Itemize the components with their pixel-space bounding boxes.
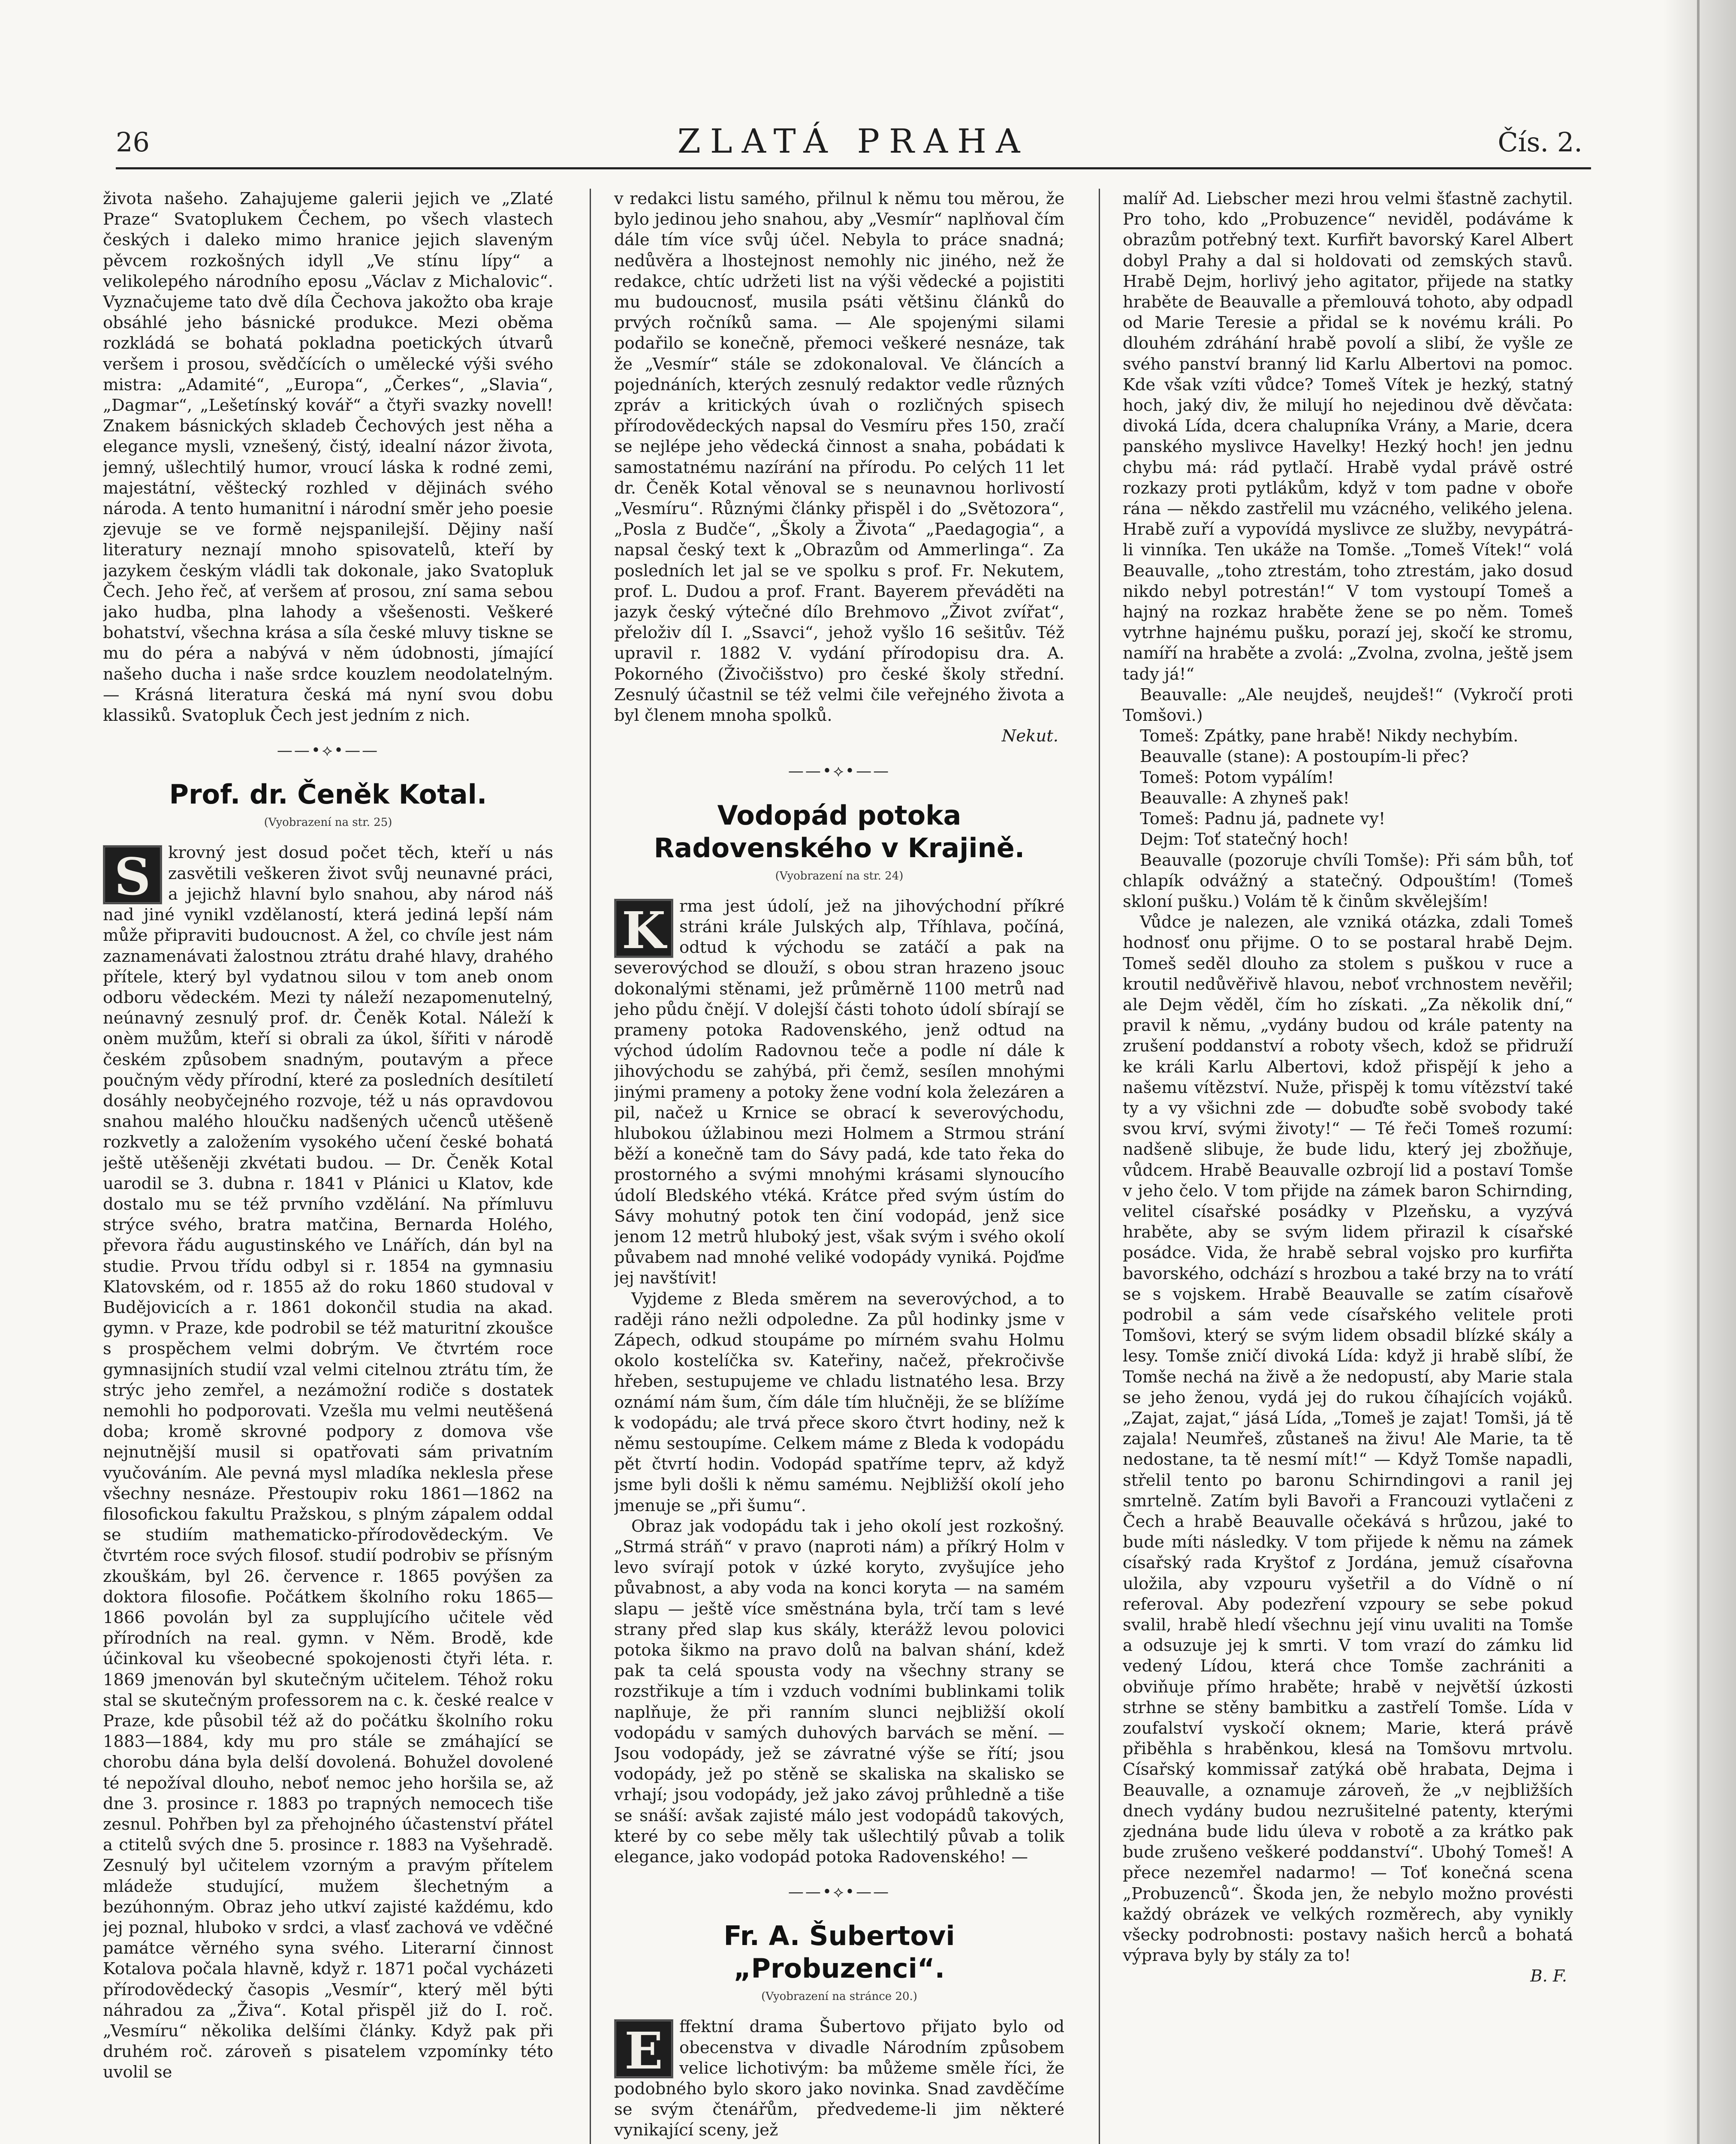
waterfall-caption: (Vyobrazení na str. 24)	[775, 869, 904, 882]
waterfall-article-body	[614, 896, 1064, 1289]
waterfall-body-text: rma jest údolí, jež na jihovýchodní příkré stráni krále Julských alp, Tříhlava, počíná, odtud k východu se zatáčí a pak na severovýchod se dlouží, s obou stran hrazeno jsouc dokonalými stěnami, jež průměrně 1100 metrů nad jeho půdu čnějí. V dolejší části tohoto údolí sbírají se prameny potoka Radovenského, jenž odtud na východ údolím Radovnou teče a podle ní dále k jihovýchodu se zahýbá, při čemž, sesílen mnohými jinými prameny a potoky žene vodní kola železáren a pil, načež u Krnice se obrací k severovýchodu, hlubokou úžlabinou mezi Holmem a Strmou strání běží a konečně tam do Sávy padá, kde tato řeka do prostorného a svými mnohými krásami slynoucího údolí Bledského vtéká. Krátce před svým ústím do Sávy mohutný potok ten činí vodopád, jenž sice jenom 12 metrů hluboký jest, však svým i svého okolí půvabem nad mnohé veliké vodopády vyniká. Pojďme jej navštívit!	[614, 896, 1064, 1288]
kotal-body-text: krovný jest dosud počet těch, kteří u nás zasvětili veškeren život svůj neunavné práci, a jejichž hlavní bylo snahou, aby národ náš nad jiné vynikl vzdělaností, která jediná lepší nám může připraviti budoucnost. A žel, co chvíle jest nám zaznamenávati žalostnou ztrátu drahé hlavy, drahého přítele, který byl vydatnou silou v tom aneb onom odboru vědeckém. Mezi ty náleží nezapomenutelný, neúnavný zesnulý prof. dr. Čeněk Kotal. Náleží k onèm mužům, kteří si obrali za úkol, šířiti v národě českém způsobem snadným, poutavým a přece poučným vědy přírodní, které za posledních desítiletí dosáhly neobyčejného rozvoje, též u nás opravdovou snahou malého hloučku nadšených učenců utěšeně rozkvetly a založením vysokého učení české bohatá ještě utěšeněji zkvétati budou. — Dr. Čeněk Kotal uarodil se 3. dubna r. 1841 v Plánici u Klatov, kde dostalo mu se též prvního vzdělání. Na přímluvu strýce svého, bratra matčina, Bernarda Holého, převora řádu augustinského ve Lnářích, dán byl na studie. Prvou třídu odbyl si r. 1854 na gymnasiu Klatovském, od r. 1855 až do roku 1860 studoval v Budějovicích a r. 1861 dokončil studia na akad. gymn. v Praze, kde podrobil se též maturitní zkoušce s prospěchem velmi dobrým. Ve čtvrtém roce gymnasijních studií vzal velmi citelnou ztrátu tím, že strýc jeho zemřel, a nezámožní rodiče s dostatek nemohli ho podporovati. Vzešla mu velmi neutěšená doba; kromě skrovné podpory z domova vše nejnutnější musil si opatřovati sám privatním vyučováním. Ale pevná mysl mladíka neklesla přese všechny nesnáze. Přestoupiv roku 1861—1862 na filosofickou fakultu Pražskou, s plným zápalem oddal se studiím mathematicko-přírodovědeckým. Ve čtvrtém roce svých filosof. studií podrobiv se přísným zkouškám, byl 26. července r. 1865 povýšen za doktora filosofie. Počátkem školního roku 1865—1866 povolán byl za supplujícího učitele věd přírodních na real. gymn. v Něm. Brodě, kde účinkoval ku všeobecné spokojenosti čtyři léta. r. 1869 jmenován byl skutečným učitelem. Téhož roku stal se skutečným professorem na c. k. české realce v Praze, kde působil též až do počátku školního roku 1883—1884, kdy mu pro stále se zmáhající se chorobu dána byla delší dovolená. Bohužel dovolené té nepožíval dlouho, neboť nemoc jeho horšila se, až dne 3. prosince r. 1883 po trapných nemocech tiše zesnul. Pohřben byl za přehojného účastenství přátel a ctitelů svých dne 5. prosince r. 1883 na Vyšehradě. Zesnulý byl učitelem vzorným a pravým přítelem mládeže studující, mužem šlechetným a bezúhonným. Obraz jeho utkví zajisté každému, kdo jej poznal, hluboko v srdci, a vlasť zachová ve vděčné památce věrného syna svého. Literarní činnost Kotalova počala hlavně, když r. 1871 počal vycházeti přírodovědecký časopis „Vesmír“, který měl býti náhradou za „Živa“. Kotal přispěl již do I. roč. „Vesmíru“ několika delšími články. Když pak při druhém roč. zároveň s pisatelem vzpomínky této uvolil se	[103, 843, 553, 2082]
header-rule	[116, 167, 1591, 169]
dialog-line: Beauvalle (stane): A postoupím-li přec?	[1140, 747, 1469, 767]
section-ornament: ——•⟡•——	[788, 1883, 891, 1901]
kotal-article-body	[103, 843, 553, 2083]
page-edge-line	[1697, 0, 1700, 2144]
running-title: ZLATÁ PRAHA	[677, 122, 1030, 161]
dialog-line: Tomeš: Potom vypálím!	[1140, 768, 1334, 787]
dropcap-initial: S	[103, 845, 162, 904]
kotal-signature: Nekut.	[1001, 726, 1058, 746]
kotal-article-continuation: v redakci listu samého, přilnul k němu tou měrou, že bylo jedinou jeho snahou, aby „Vesmír“ naplňoval čím dále tím více svůj účel. Nebyla to práce snadná; nedůvěra a lhostejnost nemohly nic jiného, než že redakce, chtíc udržeti list na výši vědecké a pojistiti mu budoucnosť, musila psáti většinu článků do prvých ročníků sama. — Ale spojenými silami podařilo se konečně, přemoci veškeré nesnáze, tak že „Vesmír“ stále se zdokonaloval. Ve článcích a pojednáních, kterých zesnulý redaktor vedle různých zpráv a kritických úvah o rozličných spisech přírodovědeckých napsal do Vesmíru přes 150, zračí se nejlépe jeho vědecká činnost a snaha, pobádati k samostatnému nazírání na přírodu. Po celých 11 let dr. Čeněk Kotal věnoval se s neunavnou horlivostí „Vesmíru“. Různými články přispěl i do „Světozora“, „Posla z Budče“, „Školy a Života“ „Paedagogia“, a napsal český text k „Obrazům od Ammerlinga“. Za posledních let jal se ve spolku s prof. Fr. Nekutem, prof. L. Dudou a prof. Frant. Bayerem převáděti na jazyk český výtečné dílo Brehmovo „Život zvířat“, přeloživ díl I. „Ssavci“, jehož vyšlo 16 sešitův. Též upravil r. 1882 V. vydání přírodopisu dra. A. Pokorného (Živočišstvo) pro české školy střední. Zesnulý účastnil se též velmi čile veřejného života a byl členem mnoha spolků.	[614, 189, 1064, 726]
page-edge-shadow	[1663, 0, 1736, 2144]
column-3	[1123, 189, 1573, 2144]
probuzenci-continuation: malíř Ad. Liebscher mezi hrou velmi šťastně zachytil. Pro toho, kdo „Probuzence“ neviděl, podáváme k obrazům potřebný text. Kurfiřt bavorský Karel Albert dobyl Prahy a dal si holdovati od zemských stavů. Hrabě Dejm, horlivý jeho agitator, přijede na statky hraběte de Beauvalle a přemlouvá tohoto, aby odpadl od Marie Teresie a přidal se k novému králi. Po dlouhém zdráhání hrabě povolí a slibí, že vyšle ze svého panství branný lid Karlu Albertovi na pomoc. Kde však vzíti vůdce? Tomeš Vítek je hezký, statný hoch, jaký div, že milují ho nejedinou dvě děvčata: divoká Lída, dcera chalupníka Vrány, a Marie, dcera panského myslivce Havelky! Hezký hoch! jen jednu chybu má: rád pytlačí. Hrabě vydal právě ostré rozkazy proti pytlákům, když v tom padne v oboře rána — někdo zastřelil mu vzácného, velikého jelena. Hrabě zuří a vypovídá myslivce ze služby, nevypátrá-li vinníka. Ten ukáže na Tomše. „Tomeš Vítek!“ volá Beauvalle, „toho ztrestám, toho ztrestám, jako dosud nikdo nebyl potrestán!“ V tom vystoupí Tomeš a hajný na rozkaz hraběte žene se po něm. Tomeš vytrhne hajnému pušku, porazí jej, skočí ke stromu, namíří na hraběte a zvolá: „Zvolna, zvolna, ještě jsem tady já!“	[1123, 189, 1573, 684]
column-divider-1	[590, 189, 591, 2144]
page-number: 26	[116, 126, 150, 158]
waterfall-paragraph: Vyjdeme z Bleda směrem na severovýchod, a to raději ráno nežli odpoledne. Za půl hodinky jsme v Zápech, odkud stoupáme po mírném svahu Holmu okolo kostelíčka sv. Kateřiny, načež, překročivše hřeben, sestupujeme ve chladu listnatého lesa. Brzy oznámí nám šum, čím dále tím hlučněji, že se blížíme k vodopádu; ale trvá přece skoro čtvrt hodiny, než k němu sestoupíme. Celkem máme z Bleda k vodopádu pět čtvrtí hodin. Vodopád spatříme teprv, až když jsme byli došli k němu samému. Nejbližší okolí jeho jmenuje se „při šumu“.	[614, 1289, 1064, 1515]
column-1	[103, 189, 553, 2144]
kotal-caption: (Vyobrazení na str. 25)	[264, 816, 392, 829]
probuzenci-article-title: Fr. A. Šubertovi „Probuzenci“.	[723, 1920, 955, 1984]
issue-number: Čís. 2.	[1498, 126, 1582, 158]
kotal-article-title: Prof. dr. Čeněk Kotal.	[169, 779, 487, 810]
probuzenci-paragraph: Vůdce je nalezen, ale vzniká otázka, zdali Tomeš hodnosť onu přijme. O to se postaral hrabě Dejm. Tomeš seděl dlouho za stolem s puškou v ruce a kroutil nedůvěřivě hlavou, neboť vrchnostem nevěřil; ale Dejm věděl, čím ho získati. „Za několik dní,“ pravil k němu, „vydány budou od krále patenty na zrušení poddanství a roboty všech, kdož se přidruží ke králi Karlu Albertovi, kdož přispějí k jeho a našemu vítězství. Nuže, přispěj k tomu vítězství také ty a vy všichni zde — dobuďte sobě svobody také svou krví, svými životy!“ — Té řeči Tomeš rozumí: nadšeně slibuje, že bude lidu, který jej zbožňuje, vůdcem. Hrabě Beauvalle ozbrojí lid a postaví Tomše v jeho čelo. V tom přijde na zámek baron Schirnding, velitel císařské posádky v Plzeňsku, a vyzývá hraběte, aby se svým lidem přirazil k císařské posádce. Vida, že hrabě sebral vojsko pro kurfiřta bavorského, odchází s hrozbou a také brzy na to vrátí se s vojskem. Hrabě Beauvalle se zatím císařově podrobil a sám vede císařského velitele proti Tomšovi, který se svým lidem obsadil blízké skály a lesy. Tomše zničí divoká Lída: když ji hrabě slíbí, že Tomše nechá na živě a že nedopustí, aby Marie stala se jeho ženou, vydá jej do rukou číhajících vojáků. „Zajat, zajat,“ jásá Lída, „Tomeš je zajat! Tomši, já tě zajala! Neumřeš, zůstaneš na živu! Ale Marie, ta tě nedostane, ta tě nesmí mít!“ — Když Tomše napadli, střelil tento po baronu Schirndingovi a ranil jej smrtelně. Zatím byli Bavoři a Francouzi vytlačeni z Čech a hrabě Beauvalle očekává s hrůzou, jaké to bude míti následky. V tom přijede k němu na zámek císařský rada Kryštof z Jordána, jemuž císařovna uložila, aby vzpouru vyšetřil a do Vídně o ní referoval. Aby podezření vzpoury se sebe pokud svalil, hrabě hledí všechnu její vinu uvaliti na Tomše a odsuzuje jej k smrti. V tom vrazí do zámku lid vedený Lídou, která chce Tomše zachrániti a obviňuje přímo hraběte; hrabě v největší úzkosti strhne se stěny bambitku a zastřelí Tomše. Lída v zoufalství vyskočí oknem; Marie, která právě přiběhla s hraběnkou, klesá na Tomšovu mrtvolu. Císařský kommissař zatýká obě hrabata, Dejma i Beauvalle, a oznamuje zároveň, že „v nejbližších dnech vydány budou nezrušitelné patenty, kterými zjednána bude lidu úleva v robotě a za krátko pak bude zrušeno veškeré poddanství“. Ubohý Tomeš! A přece nezemřel nadarmo! — Toť konečná scena „Probuzenců“. Škoda jen, že nebylo možno provésti každý obrázek ve velkých rozměrech, aby vynikly všecky podrobnosti: postavy našich herců a bohatá výprava byly by stály za to!	[1123, 912, 1573, 1966]
dialog-line: Tomeš: Padnu já, padnete vy!	[1140, 809, 1386, 829]
dropcap-initial: K	[614, 899, 673, 958]
waterfall-article-title: Vodopád potoka Radovenského v Krajině.	[654, 799, 1025, 864]
probuzenci-body-text: ffektní drama Šubertovo přijato bylo od obecenstva v divadle Národním způsobem velice lichotivým: ba můžeme směle říci, že podobného bylo skoro jako novinka. Snad zavděčíme se svým čtenářům, předvedeme-li jim některé vynikající sceny, jež	[614, 2017, 1064, 2140]
probuzenci-article-body	[614, 2017, 1064, 2141]
dialog-line: Beauvalle: A zhyneš pak!	[1140, 788, 1350, 808]
dropcap-initial: E	[614, 2019, 673, 2078]
probuzenci-signature: B. F.	[1530, 1966, 1567, 1986]
dialog-line: Tomeš: Zpátky, pane hrabě! Nikdy nechybím.	[1140, 726, 1519, 746]
waterfall-paragraph: Obraz jak vodopádu tak i jeho okolí jest rozkošný. „Strmá stráň“ v pravo (naproti nám) a příkrý Holm v levo svírají potok v úzké koryto, zvyšujíce jeho půvabnost, a aby voda na konci koryta — na samém slapu — ještě více směstnána byla, trčí tam s levé strany před slap kus skály, kterážž levou polovici potoka šikmo na pravo dolů na balvan shání, kdež pak ta celá spousta vody na všechny strany se rozstřikuje a tím i vzduch vodními bublinkami tolik naplňuje, že při ranním slunci nejbližší okolí vodopádu v samých duhových barvách se mění. — Jsou vodopády, jež se závratné výše se řítí; jsou vodopády, jež po stěně se skaliska na skalisko se vrhají; jsou vodopády, jež jako závoj průhledně a tiše se snáší: avšak zajisté málo jest vodopádů takových, které by co sebe měly tak ušlechtilý půvab a tolik elegance, jako vodopád potoka Radovenského! —	[614, 1516, 1064, 1867]
cech-article-ending: života našeho. Zahajujeme galerii jejich ve „Zlaté Praze“ Svatoplukem Čechem, po všech vlastech českých i daleko mimo hranice jejich slaveným pěvcem rozkošných idyll „Ve stínu lípy“ a velikolepého národního eposu „Václav z Michalovic“. Vyznačujeme tato dvě díla Čechova jakožto oba kraje obsáhlé jeho básnické produkce. Mezi oběma rozkládá se bohatá pokladna poetických útvarů veršem i prosou, svědčících o umělecké výši svého mistra: „Adamité“, „Europa“, „Čerkes“, „Slavia“, „Dagmar“, „Lešetínský kovář“ a čtyři svazky novell! Znakem básnických skladeb Čechových jest něha a elegance mysli, vznešený, čistý, idealní názor života, jemný, ušlechtilý humor, vroucí láska k rodné zemi, majestátní, věštecký rozhled v dějinách svého národa. A tento humanitní i národní směr jeho poesie zjevuje se ve formě nejspanilejší. Dějiny naší literatury neznají mnoho spisovatelů, kteří by jazykem českým vládli tak dokonale, jako Svatopluk Čech. Jeho řeč, ať veršem ať prosou, zní sama sebou jako hudba, plna lahody a všešenosti. Veškeré bohatství, všechna krása a síla české mluvy tiskne se mu do péra a nabývá v něm údobnosti, jímající našeho ducha i naše srdce kouzlem neodolatelným. — Krásná literatura česká má nyní svou dobu klassiků. Svatopluk Čech jest jedním z nich.	[103, 189, 553, 726]
section-ornament: ——•⟡•——	[277, 742, 380, 760]
dialog-line: Beauvalle (pozoruje chvíli Tomše): Při sám bůh, toť chlapík odvážný a statečný. Odpouštím! (Tomeš skloní pušku.) Volám tě k činům skvělejším!	[1123, 850, 1573, 911]
dialog-line: Beauvalle: „Ale neujdeš, neujdeš!“ (Vykročí proti Tomšovi.)	[1123, 685, 1573, 726]
dialog-line: Dejm: Toť statečný hoch!	[1140, 830, 1349, 849]
column-2	[614, 189, 1064, 2144]
column-divider-2	[1099, 189, 1100, 2144]
page-header	[116, 118, 1591, 174]
probuzenci-caption: (Vyobrazení na stránce 20.)	[761, 1990, 917, 2003]
section-ornament: ——•⟡•——	[788, 762, 891, 780]
